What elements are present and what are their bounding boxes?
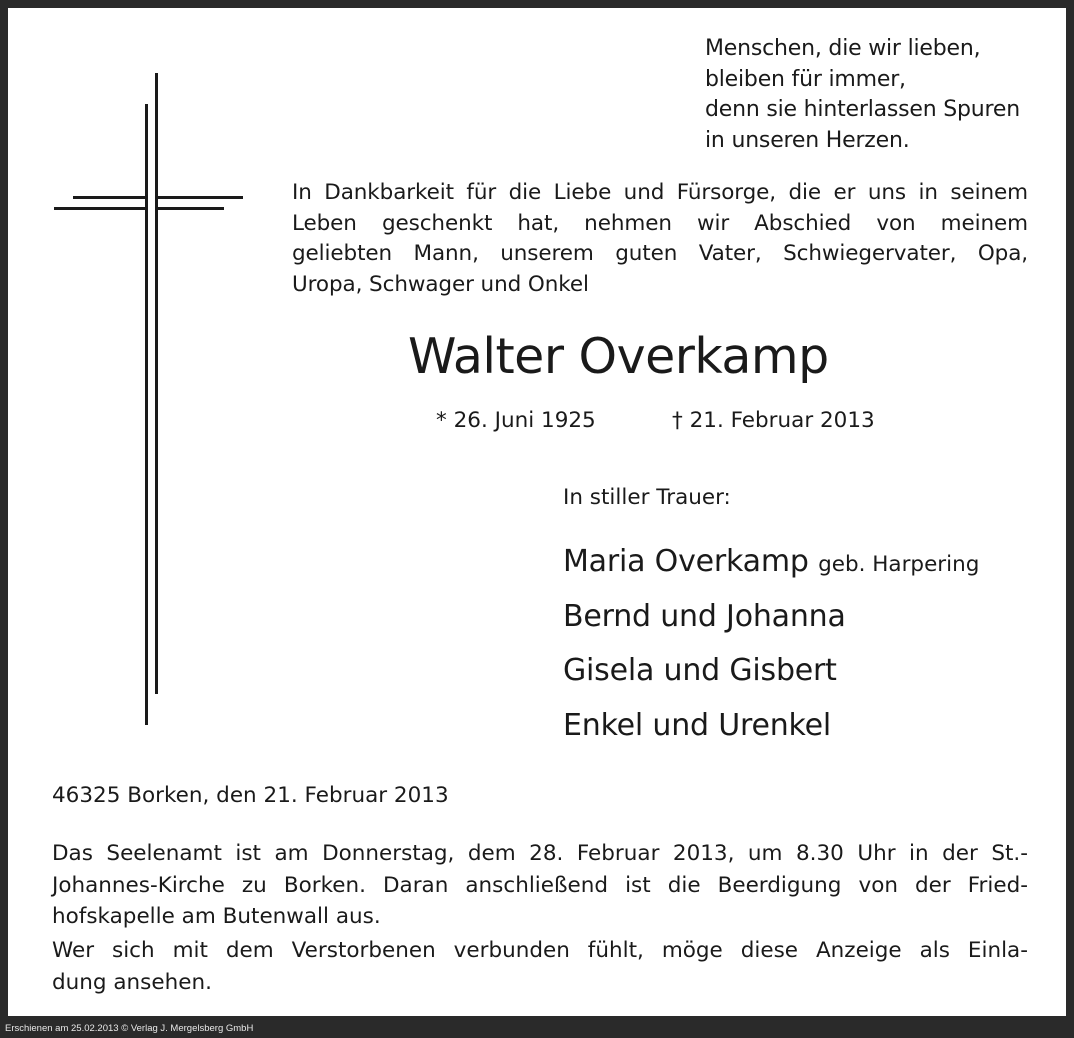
motto-line: denn sie hinterlassen Spuren	[705, 97, 1020, 122]
mourners-list	[563, 538, 979, 756]
invitation-paragraph	[52, 935, 1028, 998]
mourning-heading: In stiller Trauer:	[563, 485, 731, 510]
obituary-notice	[8, 8, 1066, 1016]
publication-footer: Erschienen am 25.02.2013 © Verlag J. Mergelsberg GmbH	[5, 1023, 254, 1034]
motto-line: in unseren Herzen.	[705, 127, 910, 153]
invitation-line: Wer sich mit dem Verstorbenen verbunden fühlt, möge diese Anzeige als Einla-	[52, 938, 1028, 963]
intro-line: Leben geschenkt hat, nehmen wir Abschied von meinem	[292, 210, 1028, 236]
service-line: hofskapelle am Butenwall aus.	[52, 904, 381, 929]
deceased-name: Walter Overkamp	[408, 328, 829, 385]
mourner-primary	[563, 538, 979, 593]
service-line: Johannes-Kirche zu Borken. Daran anschließend ist die Beerdigung von der Fried-	[52, 872, 1028, 898]
mourner-line: Bernd und Johanna	[563, 598, 846, 634]
mourner-line: Gisela und Gisbert	[563, 653, 837, 688]
invitation-line: dung ansehen.	[52, 969, 212, 995]
intro-line: geliebten Mann, unserem guten Vater, Schwiegervater, Opa,	[292, 241, 1028, 266]
mourner-name: Maria Overkamp	[563, 544, 809, 579]
birth-date: * 26. Juni 1925	[436, 408, 596, 433]
death-date: † 21. Februar 2013	[672, 408, 875, 433]
mourner-maiden-name: geb. Harpering	[818, 552, 980, 577]
motto-line: bleiben für immer,	[705, 66, 906, 92]
intro-paragraph	[292, 178, 1028, 300]
motto-line: Menschen, die wir lieben,	[705, 36, 981, 61]
intro-line: In Dankbarkeit für die Liebe und Fürsorge, die er uns in seinem	[292, 180, 1028, 205]
service-paragraph	[52, 838, 1028, 933]
motto-verse	[705, 34, 1045, 156]
place-and-date: 46325 Borken, den 21. Februar 2013	[52, 783, 449, 808]
mourner-line: Enkel und Urenkel	[563, 707, 832, 743]
intro-line: Uropa, Schwager und Onkel	[292, 271, 589, 297]
service-line: Das Seelenamt ist am Donnerstag, dem 28. Februar 2013, um 8.30 Uhr in der St.-	[52, 841, 1028, 866]
